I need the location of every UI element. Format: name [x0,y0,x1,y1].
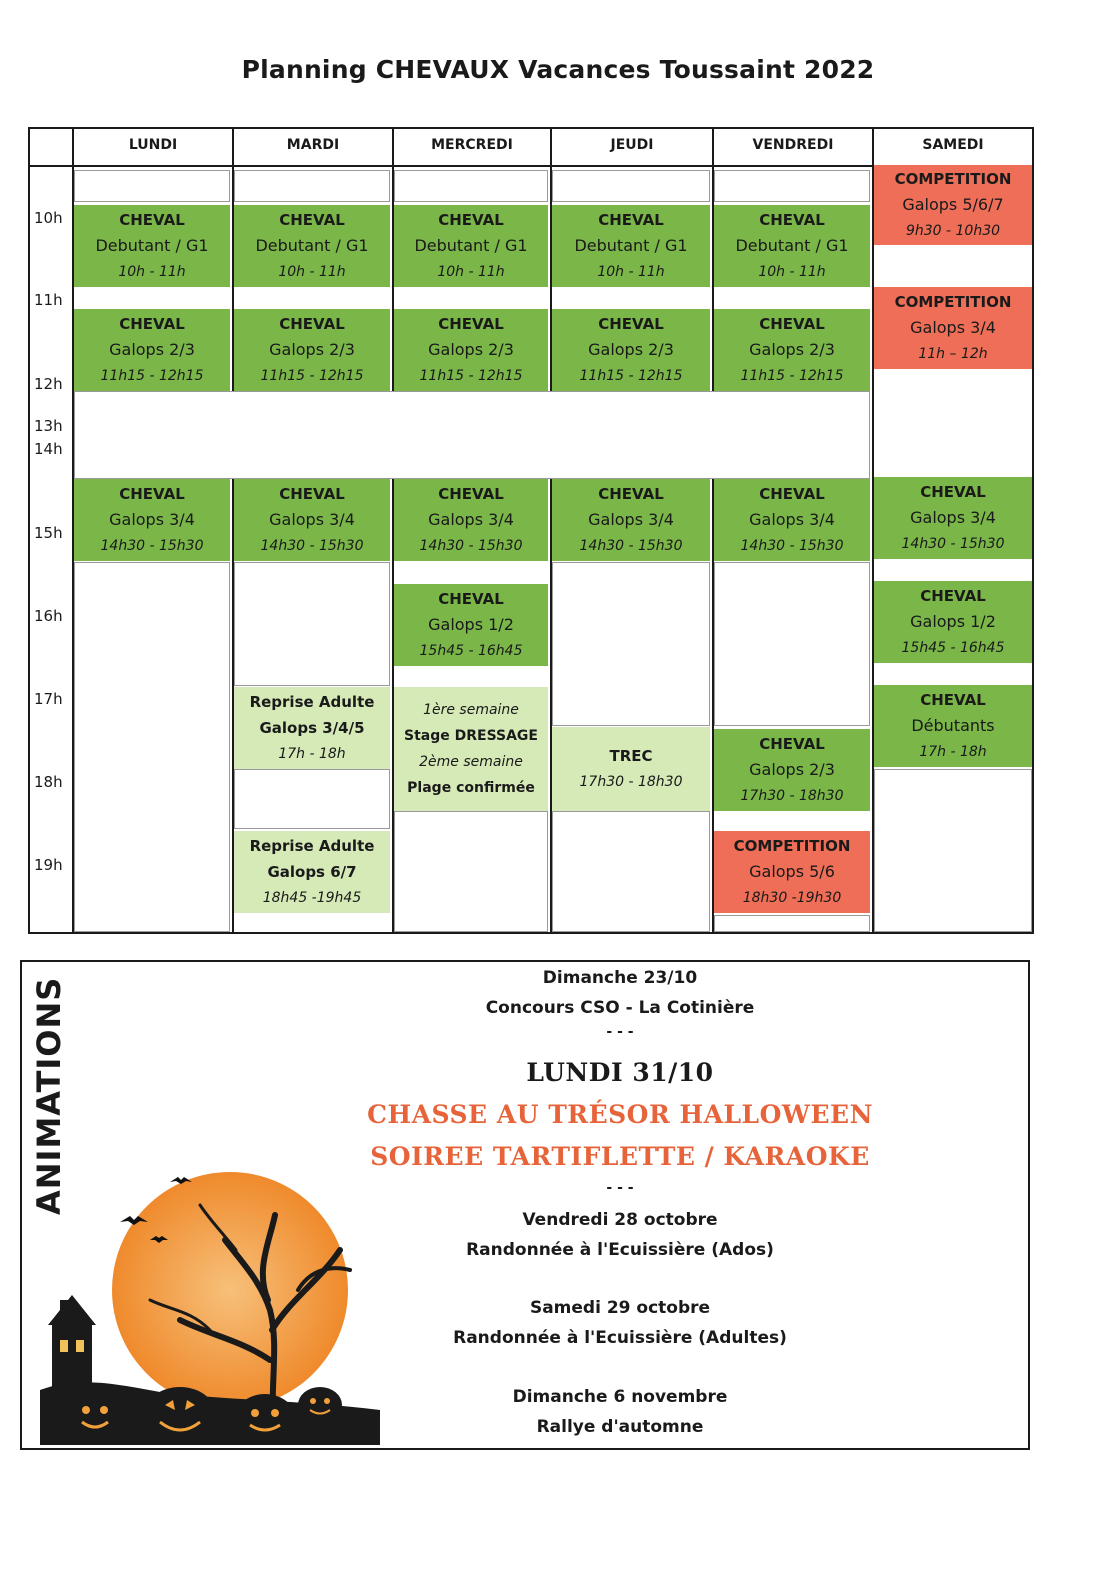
empty-cell [714,915,870,932]
session-title: COMPETITION [733,837,851,855]
hour-label: 19h [34,856,63,874]
session-jeudi-10h [552,205,710,287]
separator: - - - [606,1180,634,1196]
session-title: CHEVAL [438,211,504,229]
session-title: CHEVAL [119,485,185,503]
session-time: 17h - 18h [919,744,987,760]
empty-cell [234,562,390,686]
event-description: Concours CSO - La Cotinière [485,998,755,1018]
hour-label: 14h [34,440,63,458]
session-level: Debutant / G1 [735,236,849,255]
day-header-mardi: MARDI [286,137,340,153]
session-time: 9h30 - 10h30 [905,223,1001,239]
session-samedi-17h [874,685,1032,767]
hour-label: 12h [34,375,63,393]
session-title: CHEVAL [279,485,345,503]
hour-label: 17h [34,690,63,708]
session-level: Galops 2/3 [428,340,514,359]
session-level: Galops 3/4 [269,510,355,529]
session-time: 18h30 -19h30 [742,890,842,906]
day-header-lundi: LUNDI [128,137,178,153]
session-time: 11h15 - 12h15 [419,368,523,384]
session-title: CHEVAL [920,587,986,605]
session-lundi-10h [74,205,230,287]
session-mercredi-stage-dressage [394,687,548,811]
session-level: Debutant / G1 [255,236,369,255]
session-mercredi-14h30 [394,479,548,561]
session-title: CHEVAL [598,485,664,503]
event-description: Randonnée à l'Ecuissière (Ados) [466,1240,774,1260]
session-level: Galops 3/4 [910,508,996,527]
hour-label: 15h [34,524,63,542]
session-time: 11h – 12h [918,346,988,362]
session-mardi-reprise-adulte-2 [234,831,390,913]
session-time: 11h15 - 12h15 [740,368,844,384]
empty-cell [552,170,710,202]
session-time: 18h45 -19h45 [262,890,362,906]
separator: - - - [606,1024,634,1040]
session-title: CHEVAL [119,211,185,229]
session-level: Galops 2/3 [749,760,835,779]
session-level: Galops 6/7 [267,863,357,881]
event-date: Vendredi 28 octobre [522,1210,718,1230]
event-date-highlight: LUNDI 31/10 [526,1058,714,1087]
event-description: Rallye d'automne [536,1417,704,1437]
session-mercredi-11h [394,309,548,391]
session-jeudi-14h30 [552,479,710,561]
session-vendredi-competition [714,831,870,913]
session-mardi-10h [234,205,390,287]
session-title: CHEVAL [438,485,504,503]
session-time: 11h15 - 12h15 [579,368,683,384]
session-samedi-competition-1 [874,165,1032,245]
session-time: 14h30 - 15h30 [260,538,364,554]
session-vendredi-11h [714,309,870,391]
session-level: Galops 2/3 [749,340,835,359]
session-level: Galops 3/4 [910,318,996,337]
session-lundi-14h30 [74,479,230,561]
session-mardi-11h [234,309,390,391]
session-time: 14h30 - 15h30 [901,536,1005,552]
session-title: COMPETITION [894,293,1012,311]
hour-label: 16h [34,607,63,625]
session-level: Galops 3/4/5 [259,719,365,737]
empty-cell [552,811,710,932]
empty-cell [234,170,390,202]
session-title: Stage DRESSAGE [403,728,538,744]
session-title: CHEVAL [598,211,664,229]
session-vendredi-17h30 [714,729,870,811]
session-jeudi-trec [552,727,710,811]
animations-label: ANIMATIONS [30,976,68,1215]
session-time: 14h30 - 15h30 [100,538,204,554]
session-lundi-11h [74,309,230,391]
session-title: CHEVAL [759,315,825,333]
event-tartiflette-karaoke: SOIREE TARTIFLETTE / KARAOKE [370,1142,870,1171]
session-level: Galops 3/4 [749,510,835,529]
session-mercredi-15h45 [394,584,548,666]
session-title: CHEVAL [279,315,345,333]
session-mercredi-10h [394,205,548,287]
hour-label: 11h [34,291,63,309]
session-title: COMPETITION [894,170,1012,188]
hour-label: 18h [34,773,63,791]
lunch-break-cell [74,391,870,479]
session-level: Galops 3/4 [588,510,674,529]
hour-label: 10h [34,209,63,227]
session-time: 10h - 11h [758,264,826,280]
empty-cell [714,562,870,726]
session-title: CHEVAL [438,590,504,608]
session-level: Galops 5/6 [749,862,835,881]
session-level: Galops 1/2 [428,615,514,634]
session-samedi-competition-2 [874,287,1032,369]
session-mardi-14h30 [234,479,390,561]
session-time: 14h30 - 15h30 [579,538,683,554]
empty-cell [234,769,390,829]
session-title: Reprise Adulte [249,693,375,711]
session-time: 17h - 18h [278,746,346,762]
event-date: Dimanche 6 novembre [512,1387,728,1407]
session-note: Plage confirmée [407,780,535,796]
session-title: CHEVAL [279,211,345,229]
session-level: Debutant / G1 [414,236,528,255]
empty-cell [714,170,870,202]
session-title: CHEVAL [119,315,185,333]
session-level: Galops 2/3 [269,340,355,359]
day-header-jeudi: JEUDI [610,137,654,153]
day-header-vendredi: VENDREDI [752,137,834,153]
session-level: Galops 2/3 [109,340,195,359]
schedule-grid [28,127,1034,934]
session-level: Galops 3/4 [109,510,195,529]
session-title: CHEVAL [759,735,825,753]
empty-cell [394,170,548,202]
session-time: 15h45 - 16h45 [901,640,1005,656]
session-level: Galops 3/4 [428,510,514,529]
session-title: CHEVAL [920,691,986,709]
session-week: 1ère semaine [423,702,519,718]
session-time: 10h - 11h [597,264,665,280]
page-title: Planning CHEVAUX Vacances Toussaint 2022 [241,55,875,84]
session-level: Debutant / G1 [574,236,688,255]
session-title: CHEVAL [759,485,825,503]
empty-cell [394,811,548,932]
event-description: Randonnée à l'Ecuissière (Adultes) [453,1328,787,1348]
session-level: Galops 2/3 [588,340,674,359]
session-level: Débutants [911,716,995,735]
session-title: Reprise Adulte [249,837,375,855]
session-week: 2ème semaine [419,754,523,770]
session-title: CHEVAL [438,315,504,333]
session-vendredi-10h [714,205,870,287]
session-samedi-15h45 [874,581,1032,663]
session-level: Galops 1/2 [910,612,996,631]
moon-icon [112,1172,348,1408]
session-time: 10h - 11h [118,264,186,280]
event-date: Dimanche 23/10 [542,968,698,988]
session-time: 14h30 - 15h30 [740,538,844,554]
session-time: 10h - 11h [437,264,505,280]
event-halloween-hunt: CHASSE AU TRÉSOR HALLOWEEN [367,1100,873,1129]
empty-cell [874,769,1032,932]
event-date: Samedi 29 octobre [529,1298,711,1318]
session-time: 17h30 - 18h30 [579,774,683,790]
session-time: 14h30 - 15h30 [419,538,523,554]
session-level: Debutant / G1 [95,236,209,255]
session-title: CHEVAL [759,211,825,229]
session-time: 11h15 - 12h15 [260,368,364,384]
empty-cell [552,562,710,726]
pumpkin-icon [144,1387,216,1443]
session-title: CHEVAL [598,315,664,333]
session-time: 17h30 - 18h30 [740,788,844,804]
session-time: 10h - 11h [278,264,346,280]
session-title: CHEVAL [920,483,986,501]
day-header-mercredi: MERCREDI [431,137,513,153]
session-time: 15h45 - 16h45 [419,643,523,659]
session-title: TREC [609,747,653,765]
session-samedi-14h30 [874,477,1032,559]
session-time: 11h15 - 12h15 [100,368,204,384]
hour-label: 13h [34,417,63,435]
day-header-samedi: SAMEDI [922,137,984,153]
session-jeudi-11h [552,309,710,391]
empty-cell [74,562,230,932]
pumpkin-icon [67,1391,123,1439]
session-vendredi-14h30 [714,479,870,561]
session-level: Galops 5/6/7 [902,195,1004,214]
empty-cell [74,170,230,202]
session-mardi-reprise-adulte-1 [234,687,390,769]
